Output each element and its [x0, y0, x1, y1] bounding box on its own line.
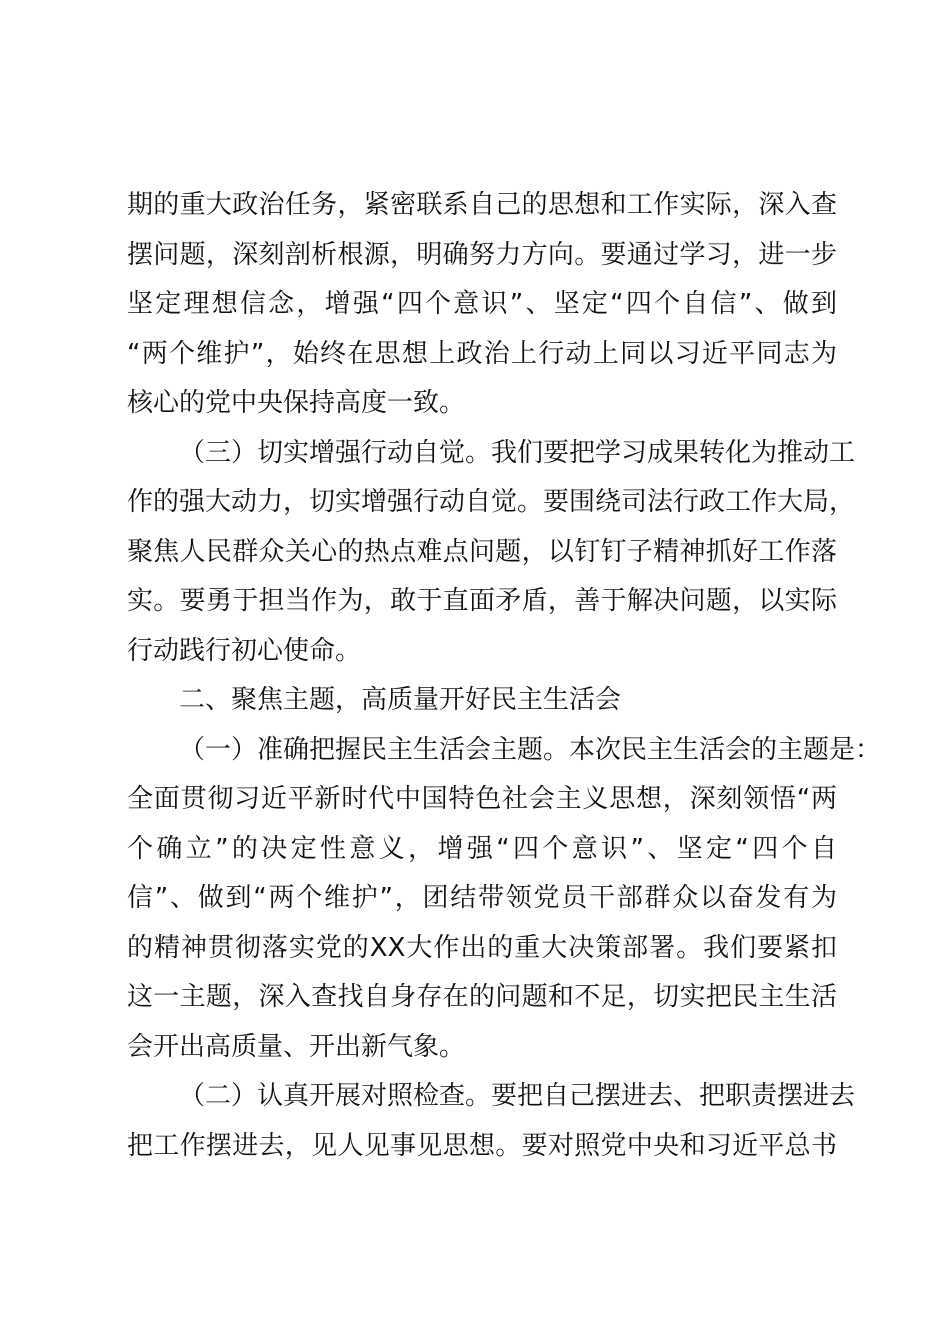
section-heading: 二、聚焦主题，高质量开好民主生活会 — [179, 685, 622, 715]
text-line: 会开出高质量、开出新气象。 — [127, 1031, 466, 1062]
paragraph-start-line: （二）认真开展对照检查。要把自己摆进去、把职责摆进去 — [179, 1081, 856, 1111]
text-line: 信”、做到“两个维护”，团结带领党员干部群众以奋发有为 — [127, 883, 837, 913]
text-line: 实。要勇于担当作为，敢于直面矛盾，善于解决问题，以实际 — [127, 586, 837, 616]
paragraph-start-line: （三）切实增强行动自觉。我们要把学习成果转化为推动工 — [179, 437, 856, 468]
text-line: 全面贯彻习近平新时代中国特色社会主义思想，深刻领悟“两 — [127, 784, 837, 814]
text-line: 把工作摆进去，见人见事见思想。要对照党中央和习近平总书 — [127, 1130, 837, 1161]
text-line: 坚定理想信念，增强“四个意识”、坚定“四个自信”、做到 — [127, 289, 837, 319]
text-line: 核心的党中央保持高度一致。 — [127, 388, 466, 418]
paragraph-start-line: （一）准确把握民主生活会主题。本次民主生活会的主题是： — [179, 734, 882, 765]
text-line: 聚焦人民群众关心的热点难点问题，以钉钉子精神抓好工作落 — [127, 536, 837, 567]
text-line: 的精神贯彻落实党的XX大作出的重大决策部署。我们要紧扣 — [127, 932, 837, 963]
text-line: 期的重大政治任务，紧密联系自己的思想和工作实际，深入查 — [127, 190, 837, 220]
text-line: “两个维护”，始终在思想上政治上行动上同以习近平同志为 — [127, 338, 837, 369]
text-line: 行动践行初心使命。 — [127, 635, 362, 666]
text-line: 个确立”的决定性意义，增强“四个意识”、坚定“四个自 — [127, 833, 837, 864]
body-text — [127, 181, 882, 1171]
text-line: 这一主题，深入查找自身存在的问题和不足，切实把民主生活 — [127, 982, 837, 1012]
text-line: 摆问题，深刻剖析根源，明确努力方向。要通过学习，进一步 — [127, 239, 837, 270]
text-line: 作的强大动力，切实增强行动自觉。要围绕司法行政工作大局， — [127, 487, 856, 517]
